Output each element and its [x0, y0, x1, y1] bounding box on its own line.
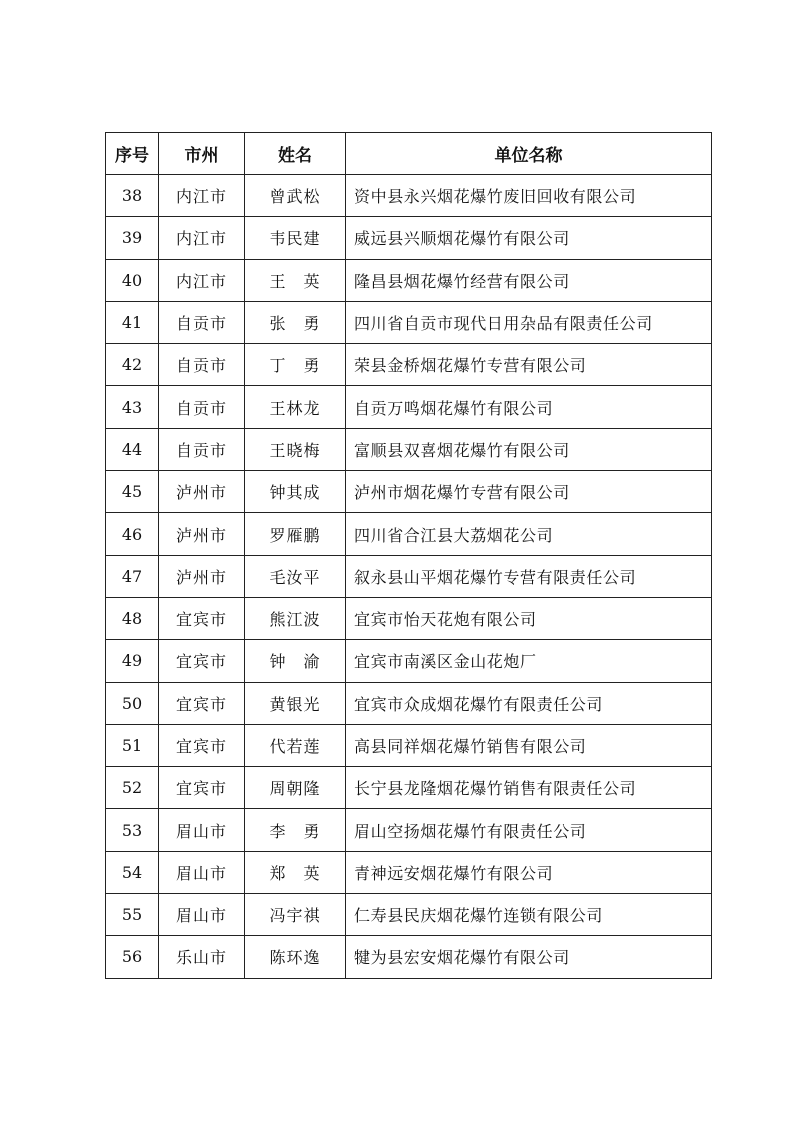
cell-serial-number: 50	[106, 682, 159, 724]
personnel-table	[105, 132, 712, 979]
cell-city: 自贡市	[159, 386, 245, 428]
table-header-row	[106, 133, 712, 175]
cell-person-name: 丁 勇	[245, 344, 346, 386]
header-serial-number: 序号	[106, 133, 159, 175]
cell-serial-number: 51	[106, 724, 159, 766]
cell-serial-number: 54	[106, 851, 159, 893]
header-unit-name: 单位名称	[346, 133, 712, 175]
cell-person-name: 李 勇	[245, 809, 346, 851]
cell-person-name: 黄银光	[245, 682, 346, 724]
cell-city: 自贡市	[159, 428, 245, 470]
cell-unit-name: 眉山空扬烟花爆竹有限责任公司	[346, 809, 712, 851]
cell-unit-name: 宜宾市众成烟花爆竹有限责任公司	[346, 682, 712, 724]
table-row	[106, 851, 712, 893]
cell-unit-name: 宜宾市怡天花炮有限公司	[346, 597, 712, 639]
cell-city: 乐山市	[159, 936, 245, 978]
table-row	[106, 386, 712, 428]
cell-unit-name: 资中县永兴烟花爆竹废旧回收有限公司	[346, 175, 712, 217]
cell-city: 泸州市	[159, 471, 245, 513]
cell-unit-name: 犍为县宏安烟花爆竹有限公司	[346, 936, 712, 978]
table-row	[106, 555, 712, 597]
cell-serial-number: 46	[106, 513, 159, 555]
cell-person-name: 王 英	[245, 259, 346, 301]
cell-serial-number: 44	[106, 428, 159, 470]
cell-person-name: 陈环逸	[245, 936, 346, 978]
cell-serial-number: 40	[106, 259, 159, 301]
cell-serial-number: 42	[106, 344, 159, 386]
cell-city: 自贡市	[159, 301, 245, 343]
table-row	[106, 724, 712, 766]
cell-person-name: 王林龙	[245, 386, 346, 428]
cell-person-name: 罗雁鹏	[245, 513, 346, 555]
cell-unit-name: 叙永县山平烟花爆竹专营有限责任公司	[346, 555, 712, 597]
cell-city: 宜宾市	[159, 724, 245, 766]
cell-serial-number: 45	[106, 471, 159, 513]
cell-city: 内江市	[159, 217, 245, 259]
cell-unit-name: 富顺县双喜烟花爆竹有限公司	[346, 428, 712, 470]
table-row	[106, 513, 712, 555]
cell-serial-number: 56	[106, 936, 159, 978]
cell-serial-number: 55	[106, 894, 159, 936]
cell-serial-number: 43	[106, 386, 159, 428]
cell-unit-name: 隆昌县烟花爆竹经营有限公司	[346, 259, 712, 301]
cell-serial-number: 39	[106, 217, 159, 259]
table-row	[106, 682, 712, 724]
cell-city: 宜宾市	[159, 682, 245, 724]
table-row	[106, 259, 712, 301]
header-name: 姓名	[245, 133, 346, 175]
cell-unit-name: 威远县兴顺烟花爆竹有限公司	[346, 217, 712, 259]
cell-serial-number: 47	[106, 555, 159, 597]
table-row	[106, 471, 712, 513]
cell-unit-name: 宜宾市南溪区金山花炮厂	[346, 640, 712, 682]
cell-person-name: 张 勇	[245, 301, 346, 343]
table-row	[106, 301, 712, 343]
cell-person-name: 冯宇祺	[245, 894, 346, 936]
cell-unit-name: 四川省自贡市现代日用杂品有限责任公司	[346, 301, 712, 343]
table-row	[106, 894, 712, 936]
cell-unit-name: 泸州市烟花爆竹专营有限公司	[346, 471, 712, 513]
cell-city: 眉山市	[159, 809, 245, 851]
cell-unit-name: 仁寿县民庆烟花爆竹连锁有限公司	[346, 894, 712, 936]
header-city: 市州	[159, 133, 245, 175]
cell-person-name: 王晓梅	[245, 428, 346, 470]
cell-person-name: 韦民建	[245, 217, 346, 259]
cell-unit-name: 四川省合江县大荔烟花公司	[346, 513, 712, 555]
table-row	[106, 217, 712, 259]
table-row	[106, 175, 712, 217]
cell-unit-name: 荣县金桥烟花爆竹专营有限公司	[346, 344, 712, 386]
table-row	[106, 936, 712, 978]
cell-city: 内江市	[159, 175, 245, 217]
cell-serial-number: 52	[106, 767, 159, 809]
cell-city: 泸州市	[159, 513, 245, 555]
cell-person-name: 钟其成	[245, 471, 346, 513]
cell-city: 自贡市	[159, 344, 245, 386]
cell-city: 内江市	[159, 259, 245, 301]
table-row	[106, 428, 712, 470]
cell-serial-number: 53	[106, 809, 159, 851]
cell-city: 泸州市	[159, 555, 245, 597]
cell-person-name: 曾武松	[245, 175, 346, 217]
cell-serial-number: 49	[106, 640, 159, 682]
cell-city: 眉山市	[159, 851, 245, 893]
cell-unit-name: 自贡万鸣烟花爆竹有限公司	[346, 386, 712, 428]
cell-person-name: 熊江波	[245, 597, 346, 639]
table-row	[106, 767, 712, 809]
cell-person-name: 代若莲	[245, 724, 346, 766]
table-row	[106, 640, 712, 682]
cell-city: 宜宾市	[159, 640, 245, 682]
cell-unit-name: 长宁县龙隆烟花爆竹销售有限责任公司	[346, 767, 712, 809]
cell-city: 眉山市	[159, 894, 245, 936]
cell-person-name: 钟 渝	[245, 640, 346, 682]
table-body	[106, 175, 712, 979]
cell-serial-number: 38	[106, 175, 159, 217]
cell-unit-name: 青神远安烟花爆竹有限公司	[346, 851, 712, 893]
cell-serial-number: 48	[106, 597, 159, 639]
cell-person-name: 郑 英	[245, 851, 346, 893]
table-row	[106, 344, 712, 386]
cell-unit-name: 高县同祥烟花爆竹销售有限公司	[346, 724, 712, 766]
cell-city: 宜宾市	[159, 767, 245, 809]
cell-person-name: 周朝隆	[245, 767, 346, 809]
cell-serial-number: 41	[106, 301, 159, 343]
cell-city: 宜宾市	[159, 597, 245, 639]
table-row	[106, 597, 712, 639]
cell-person-name: 毛汝平	[245, 555, 346, 597]
table-row	[106, 809, 712, 851]
